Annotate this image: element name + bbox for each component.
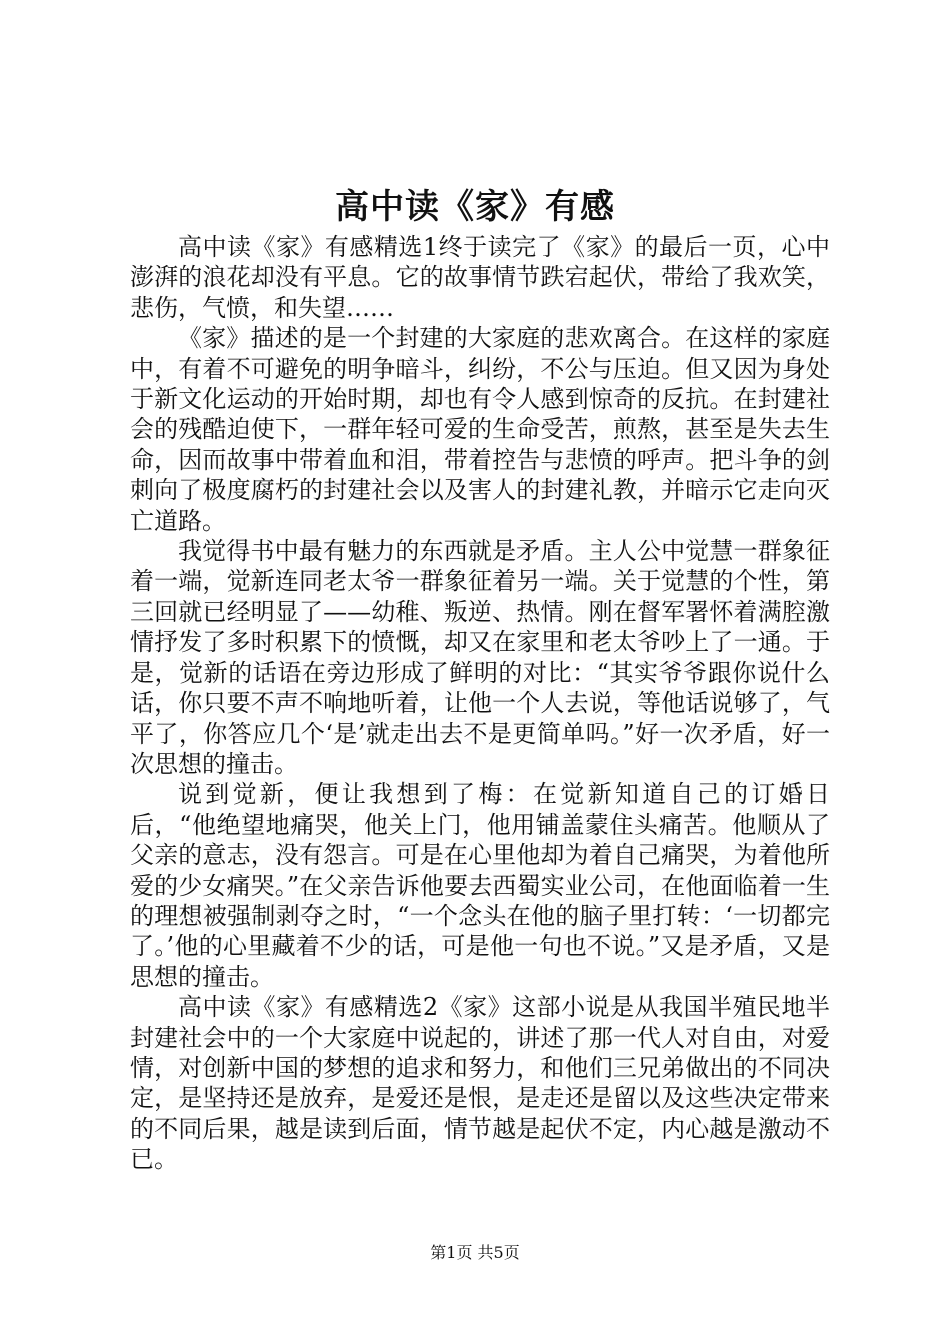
paragraph: 说到觉新，便让我想到了梅：在觉新知道自己的订婚日后，“他绝望地痛哭，他关上门，他用铺盖蒙住头痛苦。他顺从了父亲的意志，没有怨言。可是在心里他却为着自己痛哭，为着他所爱的少女痛哭。”在父亲告诉他要去西蜀实业公司，在他面临着一生的理想被强制剥夺之时，“一个念头在他的脑子里打转：‘一切都完了。’他的心里藏着不少的话，可是他一句也不说。”又是矛盾，又是思想的撞击。 bbox=[130, 780, 830, 991]
paragraph: 高中读《家》有感精选2《家》这部小说是从我国半殖民地半封建社会中的一个大家庭中说起的，讲述了那一代人对自由，对爱情，对创新中国的梦想的追求和努力，和他们三兄弟做出的不同决定，是坚持还是放弃，是爱还是恨，是走还是留以及这些决定带来的不同后果，越是读到后面，情节越是起伏不定，内心越是激动不已。 bbox=[130, 993, 830, 1174]
document-body bbox=[130, 232, 830, 1175]
paragraph: 我觉得书中最有魅力的东西就是矛盾。主人公中觉慧一群象征着一端，觉新连同老太爷一群象征着另一端。关于觉慧的个性，第三回就已经明显了——幼稚、叛逆、热情。刚在督军署怀着满腔激情抒发了多时积累下的愤慨，却又在家里和老太爷吵上了一通。于是，觉新的话语在旁边形成了鲜明的对比：“其实爷爷跟你说什么话，你只要不声不响地听着，让他一个人去说，等他话说够了，气平了，你答应几个‘是’就走出去不是更简单吗。”好一次矛盾，好一次思想的撞击。 bbox=[130, 537, 830, 778]
document-title: 高中读《家》有感 bbox=[335, 187, 615, 227]
paragraph: 《家》描述的是一个封建的大家庭的悲欢离合。在这样的家庭中，有着不可避免的明争暗斗，纠纷，不公与压迫。但又因为身处于新文化运动的开始时期，却也有令人感到惊奇的反抗。在封建社会的残酷迫使下，一群年轻可爱的生命受苦，煎熬，甚至是失去生命，因而故事中带着血和泪，带着控告与悲愤的呼声。把斗争的剑刺向了极度腐朽的封建社会以及害人的封建礼教，并暗示它走向灭亡道路。 bbox=[130, 324, 830, 535]
page-number-footer: 第1页 共5页 bbox=[430, 1243, 520, 1262]
paragraph: 高中读《家》有感精选1终于读完了《家》的最后一页，心中澎湃的浪花却没有平息。它的故事情节跌宕起伏，带给了我欢笑，悲伤，气愤，和失望…… bbox=[130, 233, 830, 322]
